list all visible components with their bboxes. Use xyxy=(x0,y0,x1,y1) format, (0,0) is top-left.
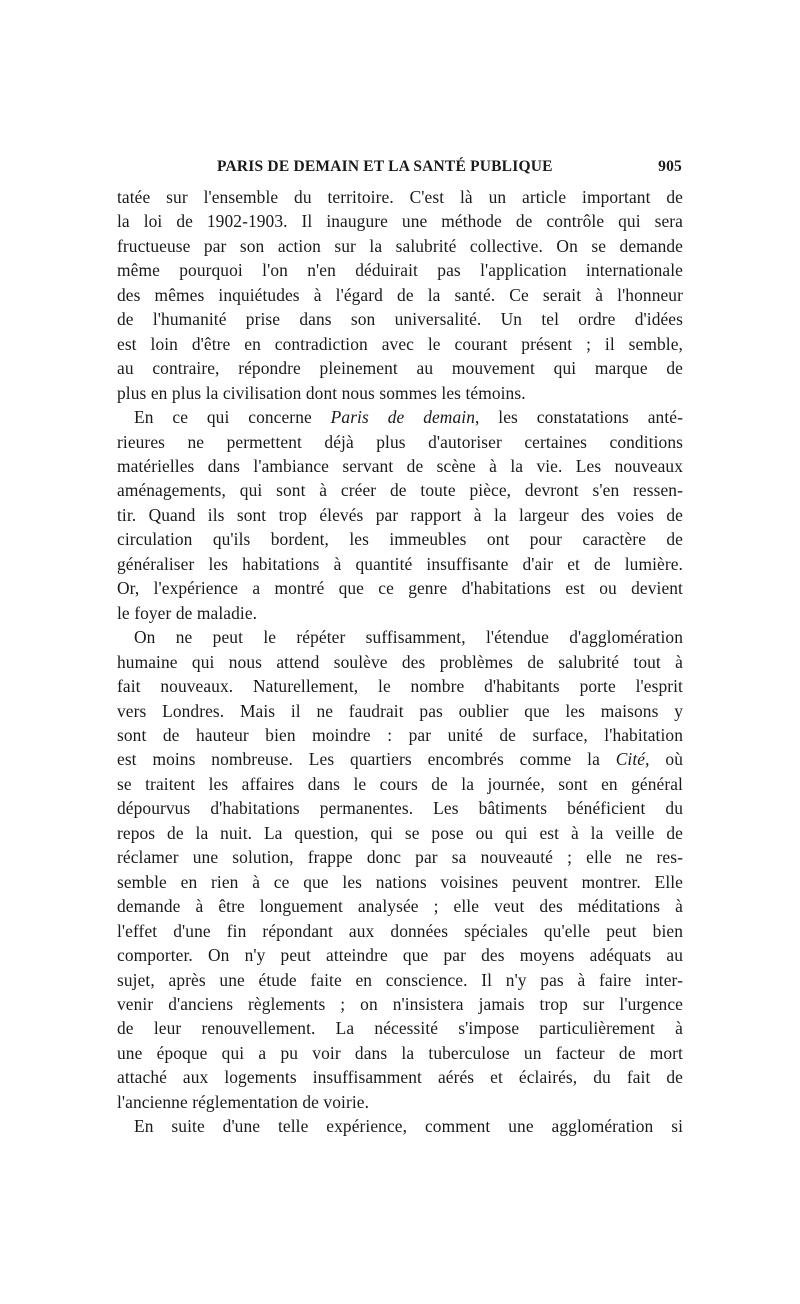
page-number: 905 xyxy=(658,158,682,175)
text-line: de leur renouvellement. La nécessité s'impose particulièrement à xyxy=(117,1018,683,1039)
text-line: fructueuse par son action sur la salubrité collective. On se demande xyxy=(117,235,683,256)
text-line: En suite d'une telle expérience, comment une agglomération si xyxy=(134,1116,683,1137)
text-line: plus en plus la civilisation dont nous sommes les témoins. xyxy=(117,382,526,403)
running-title: PARIS DE DEMAIN ET LA SANTÉ PUBLIQUE xyxy=(217,158,553,175)
text-line: En ce qui concerne Paris de demain, les constatations anté- xyxy=(134,407,683,428)
text-line: est moins nombreuse. Les quartiers encombrés comme la Cité, où xyxy=(117,749,683,770)
text-line: matérielles dans l'ambiance servant de scène à la vie. Les nouveaux xyxy=(117,455,683,476)
text-line: circulation qu'ils bordent, les immeubles ont pour caractère de xyxy=(117,529,683,550)
text-line: fait nouveaux. Naturellement, le nombre d'habitants porte l'esprit xyxy=(117,676,683,697)
text-line: repos de la nuit. La question, qui se pose ou qui est à la veille de xyxy=(117,822,683,843)
text-line: rieures ne permettent déjà plus d'autoriser certaines conditions xyxy=(117,431,683,452)
text-line: le foyer de maladie. xyxy=(117,602,258,623)
paragraph xyxy=(117,405,683,625)
text-line: l'ancienne réglementation de voirie. xyxy=(117,1091,370,1112)
text-line: attaché aux logements insuffisamment aérés et éclairés, du fait de xyxy=(117,1067,683,1088)
text-line: réclamer une solution, frappe donc par sa nouveauté ; elle ne res- xyxy=(117,847,683,868)
text-line: même pourquoi l'on n'en déduirait pas l'application internationale xyxy=(117,260,683,281)
text-line: une époque qui a pu voir dans la tuberculose un facteur de mort xyxy=(117,1042,683,1063)
text-line: de l'humanité prise dans son universalité. Un tel ordre d'idées xyxy=(117,309,683,330)
text-line: aménagements, qui sont à créer de toute pièce, devront s'en ressen- xyxy=(117,480,683,501)
text-line: vers Londres. Mais il ne faudrait pas oublier que les maisons y xyxy=(117,700,683,721)
text-line: l'effet d'une fin répondant aux données spéciales qu'elle peut bien xyxy=(117,920,683,941)
text-line: sont de hauteur bien moindre : par unité de surface, l'habitation xyxy=(117,724,683,745)
text-line: demande à être longuement analysée ; elle veut des méditations à xyxy=(117,896,683,917)
text-line: semble en rien à ce que les nations voisines peuvent montrer. Elle xyxy=(117,871,683,892)
text-line: tir. Quand ils sont trop élevés par rapport à la largeur des voies de xyxy=(117,504,683,525)
text-line: au contraire, répondre pleinement au mouvement qui marque de xyxy=(117,358,683,379)
paragraph xyxy=(117,185,683,405)
text-line: humaine qui nous attend soulève des problèmes de salubrité tout à xyxy=(117,651,683,672)
text-line: venir d'anciens règlements ; on n'insistera jamais trop sur l'urgence xyxy=(117,993,683,1014)
text-line: tatée sur l'ensemble du territoire. C'est là un article important de xyxy=(117,187,683,207)
text-line: généraliser les habitations à quantité insuffisante d'air et de lumière. xyxy=(117,553,683,574)
text-line: Or, l'expérience a montré que ce genre d'habitations est ou devient xyxy=(117,578,683,599)
paragraph xyxy=(117,1114,683,1138)
text-line: se traitent les affaires dans le cours de la journée, sont en général xyxy=(117,773,683,794)
text-line: On ne peut le répéter suffisamment, l'étendue d'agglomération xyxy=(134,627,683,648)
text-line: dépourvus d'habitations permanentes. Les bâtiments bénéficient du xyxy=(117,798,683,819)
running-head xyxy=(116,157,684,179)
text-line: comporter. On n'y peut atteindre que par des moyens adéquats au xyxy=(117,945,683,966)
text-line: des mêmes inquiétudes à l'égard de la santé. Ce serait à l'honneur xyxy=(117,284,683,305)
paragraph xyxy=(117,625,683,1114)
text-line: sujet, après une étude faite en conscience. Il n'y pas à faire inter- xyxy=(117,969,683,990)
body-text xyxy=(117,185,683,1139)
text-line: la loi de 1902-1903. Il inaugure une méthode de contrôle qui sera xyxy=(117,211,683,232)
text-line: est loin d'être en contradiction avec le courant présent ; il semble, xyxy=(117,333,683,354)
